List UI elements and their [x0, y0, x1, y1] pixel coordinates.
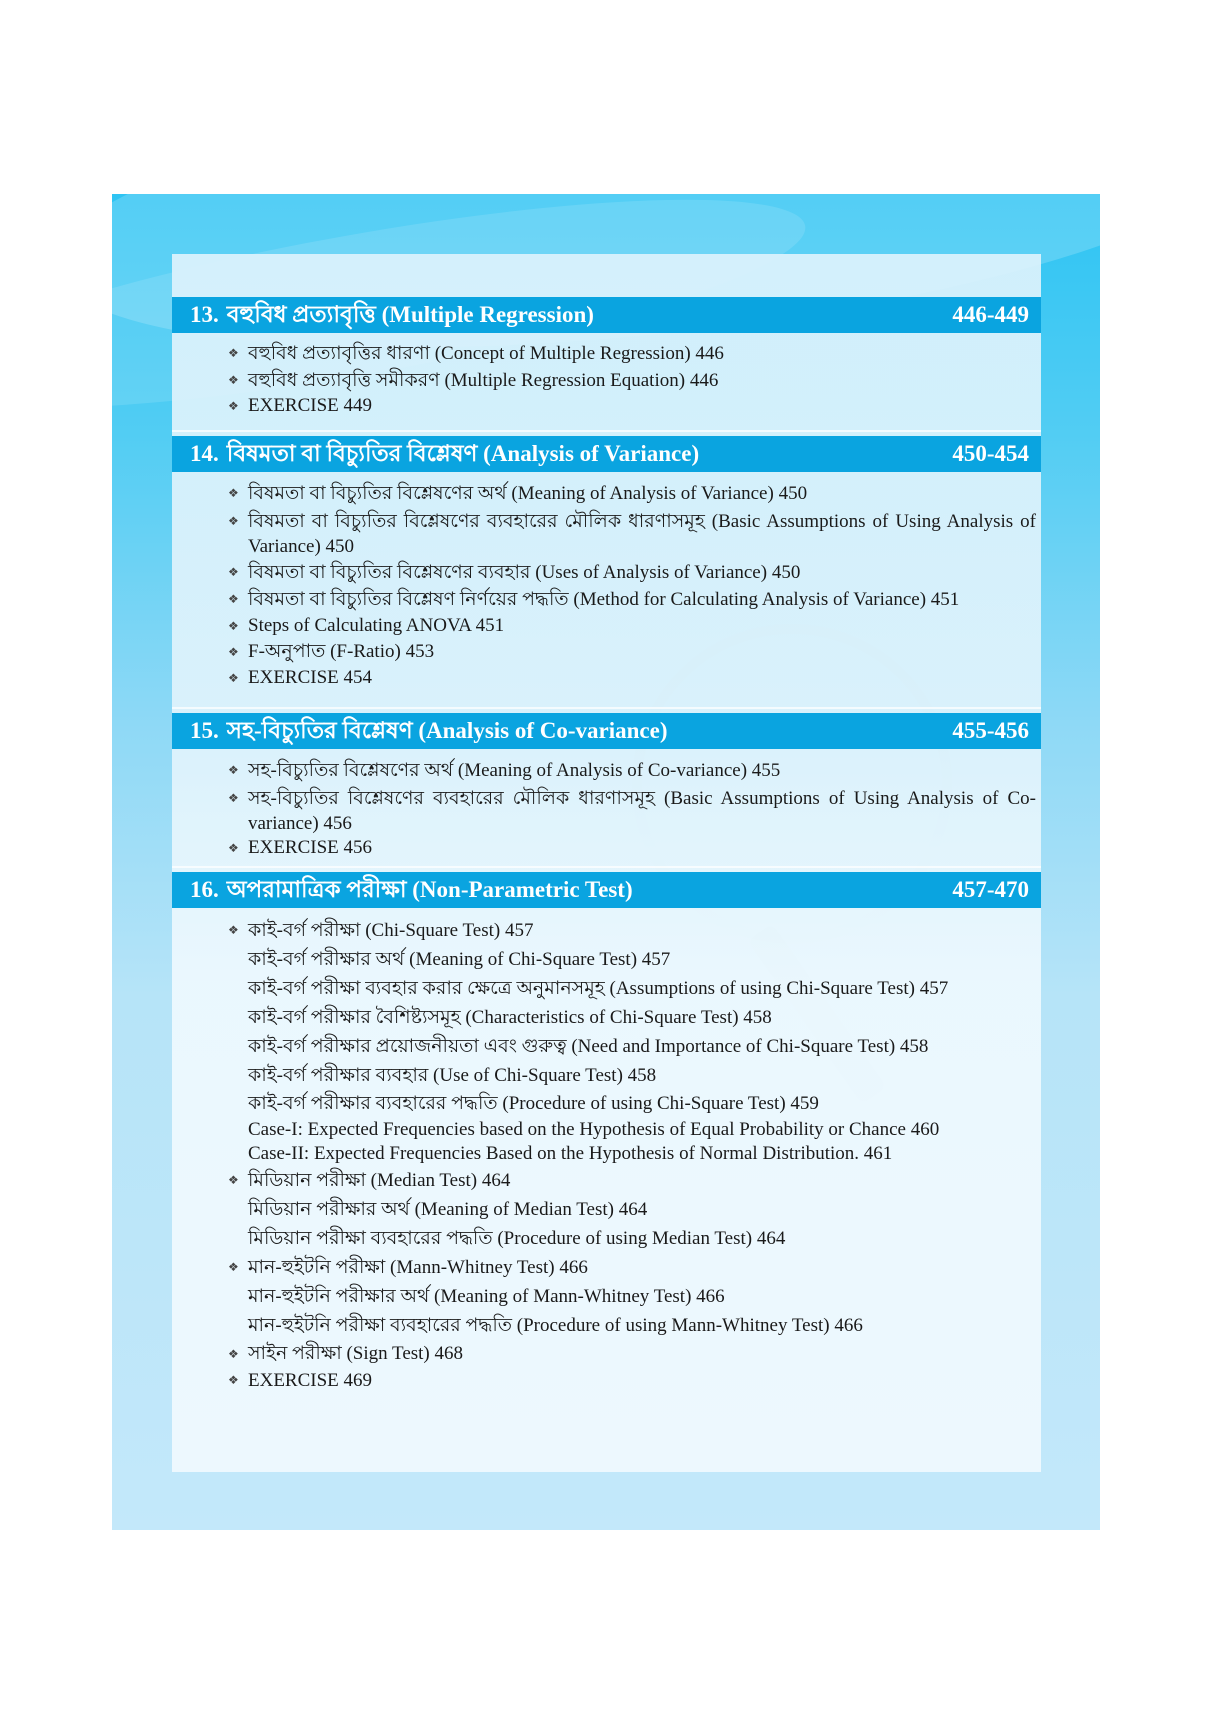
toc-entry[interactable]: ❖ সহ-বিচ্যুতির বিশ্লেষণের ব্যবহারের মৌলিক ধারণাসমূহ (Basic Assumptions of Using Analysis of Co-variance) 456	[228, 788, 1036, 834]
toc-subentry[interactable]: মিডিয়ান পরীক্ষার অর্থ (Meaning of Median Test) 464	[248, 1199, 648, 1220]
toc-subentry[interactable]: কাই-বর্গ পরীক্ষার প্রয়োজনীয়তা এবং গুরুত্ব (Need and Importance of Chi-Square Test) 458	[248, 1036, 929, 1057]
bullet-diamond-icon: ❖	[228, 399, 239, 413]
section-pages: 450-454	[952, 441, 1029, 466]
toc-entry[interactable]: ❖ Steps of Calculating ANOVA 451	[226, 613, 1036, 639]
toc-entry[interactable]: ❖ বিষমতা বা বিচ্যুতির বিশ্লেষণের ব্যবহারের মৌলিক ধারণাসমূহ (Basic Assumptions of Using Analysis of Variance) 450	[228, 511, 1036, 557]
toc-entry[interactable]: ❖ EXERCISE 449	[228, 395, 373, 416]
section-title: 16. অপরামাত্রিক পরীক্ষা (Non-Parametric Test)	[190, 877, 633, 902]
section-header-14[interactable]	[172, 436, 1041, 472]
section-13-items	[226, 340, 1036, 418]
bullet-diamond-icon: ❖	[228, 763, 239, 777]
bullet-diamond-icon: ❖	[228, 619, 239, 633]
bullet-diamond-icon: ❖	[228, 592, 239, 606]
toc-entry[interactable]: ❖ EXERCISE 456	[228, 837, 373, 858]
section-15-items	[226, 757, 1036, 860]
section-header-13[interactable]	[172, 297, 1041, 333]
toc-subentry[interactable]: Case-II: Expected Frequencies Based on the Hypothesis of Normal Distribution. 461	[248, 1143, 893, 1164]
section-divider	[172, 707, 1041, 709]
toc-entry[interactable]: ❖ সাইন পরীক্ষা (Sign Test) 468	[226, 1340, 1044, 1368]
toc-entry[interactable]: ❖ F-অনুপাত (F-Ratio) 453	[226, 639, 1036, 665]
section-divider	[172, 866, 1041, 868]
toc-subentry[interactable]: মান-হুইটনি পরীক্ষা ব্যবহারের পদ্ধতি (Procedure of using Mann-Whitney Test) 466	[248, 1315, 863, 1336]
section-16-items	[226, 916, 1044, 1393]
toc-entry[interactable]: ❖ EXERCISE 469	[228, 1370, 373, 1391]
bullet-diamond-icon: ❖	[228, 346, 239, 360]
toc-entry[interactable]: ❖ EXERCISE 454	[226, 665, 1036, 691]
bullet-diamond-icon: ❖	[228, 671, 239, 685]
toc-subentry[interactable]: Case-I: Expected Frequencies based on the Hypothesis of Equal Probability or Chance 460	[248, 1119, 940, 1140]
bullet-diamond-icon: ❖	[228, 923, 239, 937]
toc-entry[interactable]: ❖ বিষমতা বা বিচ্যুতির বিশ্লেষণের ব্যবহার (Uses of Analysis of Variance) 450	[226, 559, 1036, 586]
toc-entry[interactable]: ❖ সহ-বিচ্যুতির বিশ্লেষণের অর্থ (Meaning of Analysis of Co-variance) 455	[226, 757, 1036, 784]
section-pages: 457-470	[952, 877, 1029, 902]
section-header-16[interactable]	[172, 872, 1041, 908]
section-title: 15. সহ-বিচ্যুতির বিশ্লেষণ (Analysis of Co-variance)	[190, 718, 668, 743]
toc-subentry[interactable]: কাই-বর্গ পরীক্ষা ব্যবহার করার ক্ষেত্রে অনুমানসমূহ (Assumptions of using Chi-Square Test) 457	[248, 978, 949, 999]
toc-subentry[interactable]: কাই-বর্গ পরীক্ষার ব্যবহার (Use of Chi-Square Test) 458	[248, 1065, 657, 1086]
bullet-diamond-icon: ❖	[228, 841, 239, 855]
bullet-diamond-icon: ❖	[228, 645, 239, 659]
toc-subentry[interactable]: কাই-বর্গ পরীক্ষার অর্থ (Meaning of Chi-Square Test) 457	[248, 949, 671, 970]
section-pages: 455-456	[952, 718, 1029, 743]
toc-entry[interactable]: ❖ বিষমতা বা বিচ্যুতির বিশ্লেষণ নির্ণয়ের পদ্ধতি (Method for Calculating Analysis of Variance) 451	[226, 586, 1036, 613]
bullet-diamond-icon: ❖	[228, 514, 239, 528]
toc-entry[interactable]: ❖ কাই-বর্গ পরীক্ষা (Chi-Square Test) 457	[226, 916, 1044, 945]
toc-entry[interactable]: ❖ বহুবিধ প্রত্যাবৃত্তির ধারণা (Concept of Multiple Regression) 446	[226, 340, 1036, 367]
bullet-diamond-icon: ❖	[228, 486, 239, 500]
section-title: 13. বহুবিধ প্রত্যাবৃত্তি (Multiple Regression)	[190, 302, 594, 327]
section-header-15[interactable]	[172, 713, 1041, 749]
bullet-diamond-icon: ❖	[228, 565, 239, 579]
bullet-diamond-icon: ❖	[228, 1373, 239, 1387]
section-divider	[172, 430, 1041, 432]
toc-subentry[interactable]: মান-হুইটনি পরীক্ষার অর্থ (Meaning of Mann-Whitney Test) 466	[248, 1286, 725, 1307]
bullet-diamond-icon: ❖	[228, 1347, 239, 1361]
toc-entry[interactable]: ❖ বিষমতা বা বিচ্যুতির বিশ্লেষণের অর্থ (Meaning of Analysis of Variance) 450	[226, 480, 1036, 507]
section-title: 14. বিষমতা বা বিচ্যুতির বিশ্লেষণ (Analysis of Variance)	[190, 441, 700, 466]
bullet-diamond-icon: ❖	[228, 791, 239, 805]
toc-entry[interactable]: ❖ মান-হুইটনি পরীক্ষা (Mann-Whitney Test) 466	[226, 1253, 1044, 1282]
bullet-diamond-icon: ❖	[228, 1173, 239, 1187]
section-14-items	[226, 480, 1036, 691]
toc-subentry[interactable]: মিডিয়ান পরীক্ষা ব্যবহারের পদ্ধতি (Procedure of using Median Test) 464	[248, 1228, 786, 1249]
toc-entry[interactable]: ❖ মিডিয়ান পরীক্ষা (Median Test) 464	[226, 1166, 1044, 1195]
toc-entry[interactable]: ❖ বহুবিধ প্রত্যাবৃত্তি সমীকরণ (Multiple Regression Equation) 446	[226, 367, 1036, 394]
toc-subentry[interactable]: কাই-বর্গ পরীক্ষার বৈশিষ্ট্যসমূহ (Characteristics of Chi-Square Test) 458	[248, 1007, 772, 1028]
bullet-diamond-icon: ❖	[228, 1260, 239, 1274]
toc-subentry[interactable]: কাই-বর্গ পরীক্ষার ব্যবহারের পদ্ধতি (Procedure of using Chi-Square Test) 459	[248, 1093, 819, 1114]
section-pages: 446-449	[952, 302, 1029, 327]
bullet-diamond-icon: ❖	[228, 373, 239, 387]
